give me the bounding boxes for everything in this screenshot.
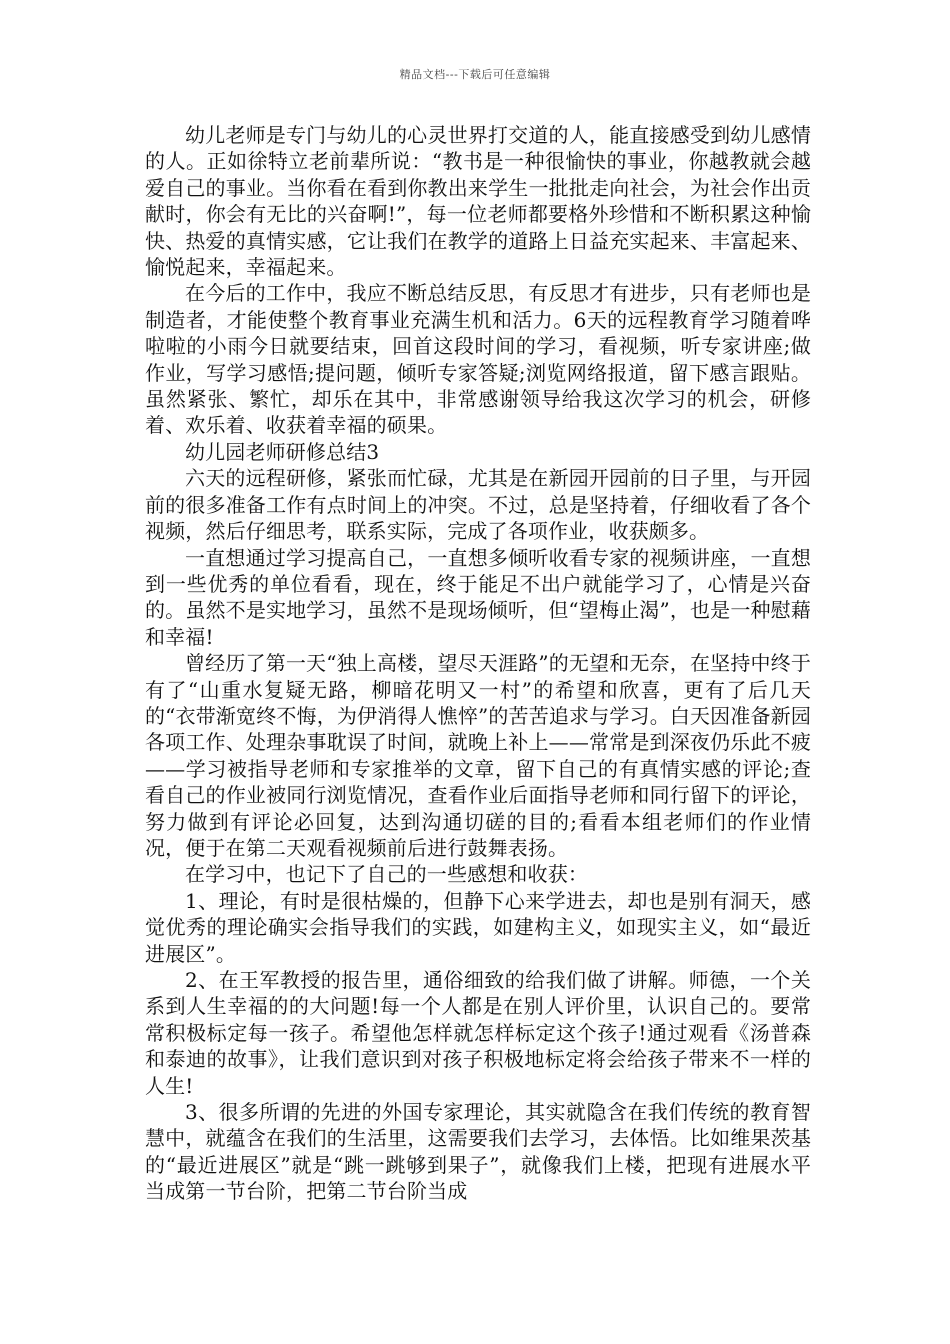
page-header: 精品文档---下载后可任意编辑 — [399, 68, 551, 81]
list-item: 1、理论，有时是很枯燥的，但静下心来学进去，却也是别有洞天，感觉优秀的理论确实会指导我们的实践，如建构主义，如现实主义，如“最近进展区”。 — [145, 888, 811, 966]
paragraph: 曾经历了第一天“独上高楼，望尽天涯路”的无望和无奈，在坚持中终于有了“山重水复疑无路，柳暗花明又一村”的希望和欣喜，更有了后几天的“衣带渐宽终不悔，为伊消得人憔悴”的苦苦追求与学习。白天因准备新园各项工作、处理杂事耽误了时间，就晚上补上——常常是到深夜仍乐此不疲——学习被指导老师和专家推举的文章，留下自己的有真情实感的评论;查看自己的作业被同行浏览情况，查看作业后面指导老师和同行留下的评论，努力做到有评论必回复，达到沟通切磋的目的;看看本组老师们的作业情况，便于在第二天观看视频前后进行鼓舞表扬。 — [145, 651, 811, 860]
list-item: 2、在王军教授的报告里，通俗细致的给我们做了讲解。师德，一个关系到人生幸福的的大问题!每一个人都是在别人评价里，认识自己的。要常常积极标定每一孩子。希望他怎样就怎样标定这个孩子!通过观看《汤普森和泰迪的故事》，让我们意识到对孩子积极地标定将会给孩子带来不一样的人生! — [145, 968, 811, 1098]
paragraph: 一直想通过学习提高自己，一直想多倾听收看专家的视频讲座，一直想到一些优秀的单位看看，现在，终于能足不出户就能学习了，心情是兴奋的。虽然不是实地学习，虽然不是现场倾听，但“望梅止渴”，也是一种慰藉和幸福! — [145, 545, 811, 649]
paragraph: 幼儿老师是专门与幼儿的心灵世界打交道的人，能直接感受到幼儿感情的人。正如徐特立老前辈所说：“教书是一种很愉快的事业，你越教就会越爱自己的事业。当你看在看到你教出来学生一批批走向社会，为社会作出贡献时，你会有无比的兴奋啊!”，每一位老师都要格外珍惜和不断积累这种愉快、热爱的真情实感，它让我们在教学的道路上日益充实起来、丰富起来、愉悦起来，幸福起来。 — [145, 123, 811, 280]
paragraph: 在今后的工作中，我应不断总结反思，有反思才有进步，只有老师也是制造者，才能使整个教育事业充满生机和活力。6天的远程教育学习随着哗啦啦的小雨今日就要结束，回首这段时间的学习，看视频，听专家讲座;做作业，写学习感悟;提问题，倾听专家答疑;浏览网络报道，留下感言跟贴。虽然紧张、繁忙，却乐在其中，非常感谢领导给我这次学习的机会，研修着、欢乐着、收获着幸福的硕果。 — [145, 281, 811, 438]
document-body — [145, 122, 811, 1205]
paragraph: 在学习中，也记下了自己的一些感想和收获： — [185, 862, 588, 887]
section-heading: 幼儿园老师研修总结3 — [185, 439, 380, 464]
list-item: 3、很多所谓的先进的外国专家理论，其实就隐含在我们传统的教育智慧中，就蕴含在我们的生活里，这需要我们去学习，去体悟。比如维果茨基的“最近进展区”就是“跳一跳够到果子”，就像我们上楼，把现有进展水平当成第一节台阶，把第二节台阶当成 — [145, 1100, 811, 1204]
paragraph: 六天的远程研修，紧张而忙碌，尤其是在新园开园前的日子里，与开园前的很多准备工作有点时间上的冲突。不过，总是坚持着，仔细收看了各个视频，然后仔细思考，联系实际，完成了各项作业，收获颇多。 — [145, 466, 811, 544]
